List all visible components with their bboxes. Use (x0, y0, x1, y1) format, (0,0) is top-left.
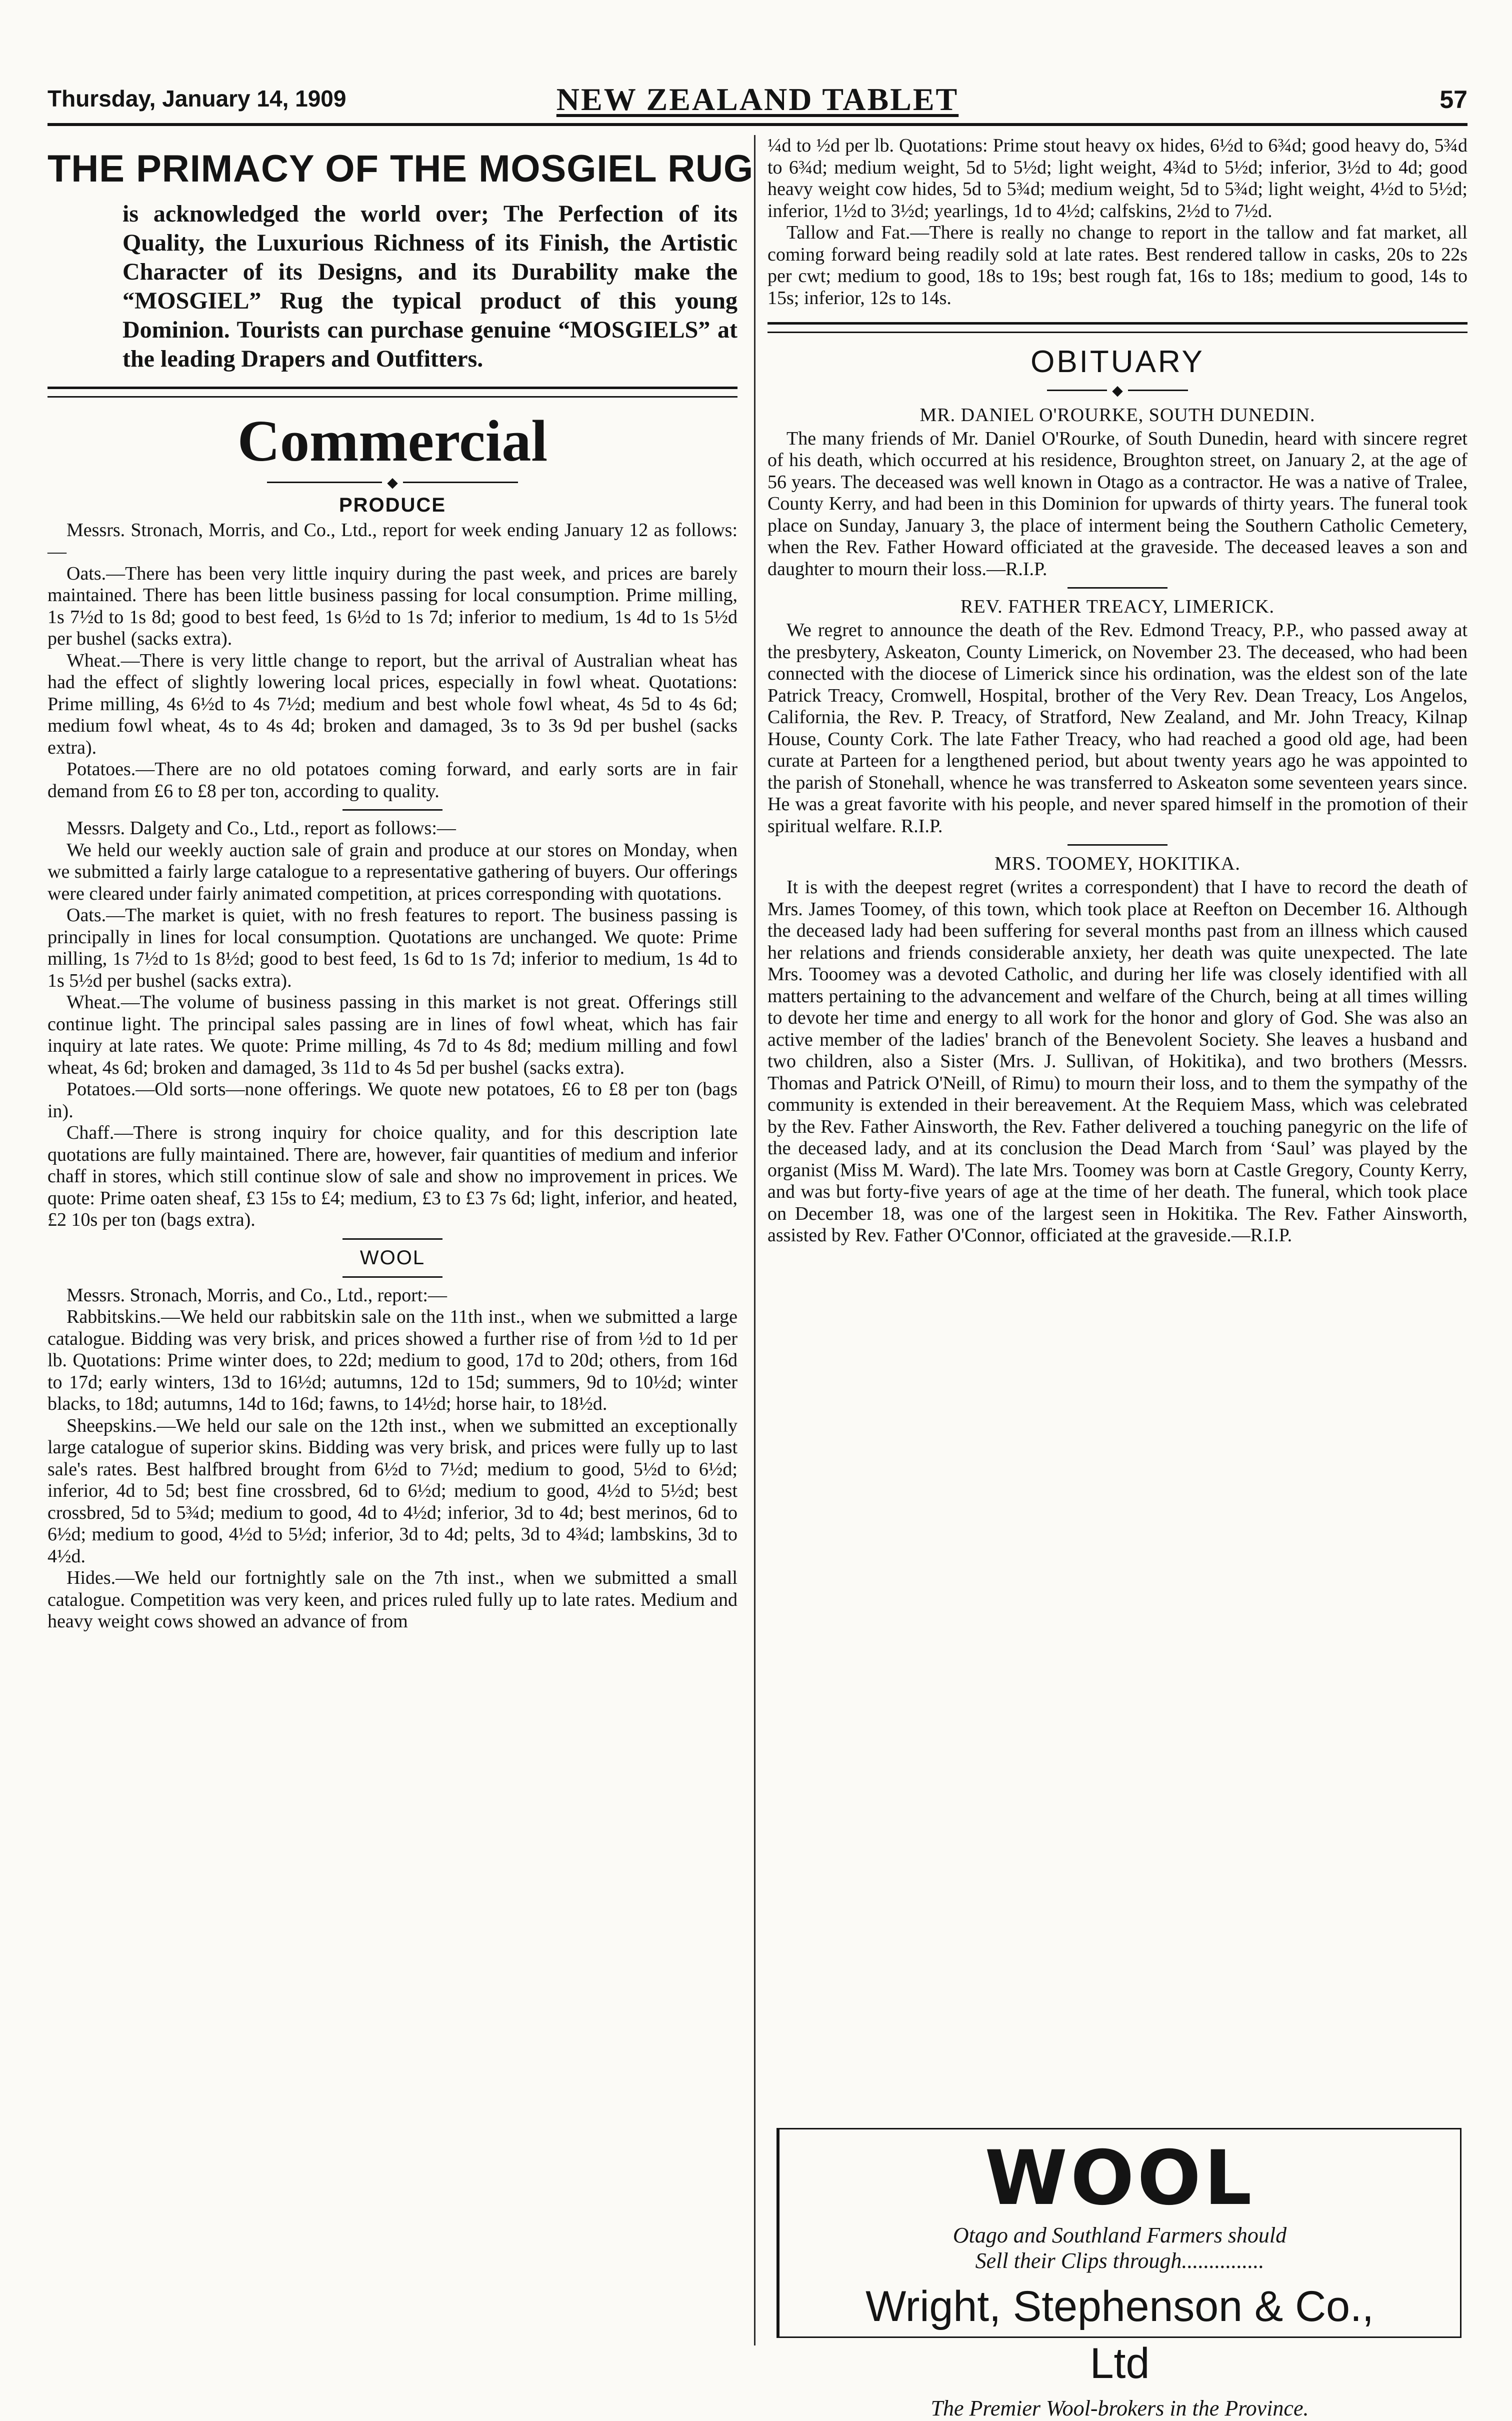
produce-report (48, 520, 738, 803)
paragraph: Potatoes.—There are no old potatoes coming forward, and early sorts are in fair demand from £6 to £8 per ton, according to quality. (48, 759, 738, 802)
obituary-heading: MR. DANIEL O'ROURKE, SOUTH DUNEDIN. (920, 404, 1316, 426)
ornament-divider: ◆ (48, 474, 738, 491)
paragraph: Hides.—We held our fortnightly sale on the 7th inst., when we submitted a small catalogue. Competition was very keen, and prices ruled fully up to late rates. Medium and heavy weight cows showed an advance of from (48, 1567, 738, 1632)
paragraph: We held our weekly auction sale of grain and produce at our stores on Monday, when we submitted a fairly large catalogue to a representative gathering of buyers. Our offerings were cleared under fairly animated competition, at prices corresponding with quotations. (48, 839, 738, 904)
page-number: 57 (1440, 86, 1468, 114)
masthead (48, 82, 1468, 120)
paragraph: The many friends of Mr. Daniel O'Rourke, of South Dunedin, heard with sincere regret of his death, which occurred at his residence, Broughton street, on January 2, at the age of 56 years. The deceased was well known in Otago as a contractor. He was a native of Tralee, County Kerry, and had been in this Dominion for upwards of thirty years. The funeral took place on Sunday, January 3, the place of interment being the Southern Catholic Cemetery, when the Rev. Father Howard officiated at the graveside. The deceased leaves a son and daughter to mourn their loss.—R.I.P. (768, 428, 1468, 580)
ornament-divider: ◆ (768, 382, 1468, 399)
wool-heading: WOOL (360, 1246, 426, 1269)
paragraph: Tallow and Fat.—There is really no change to report in the tallow and fat market, all coming forward being readily sold at late rates. Best rendered tallow in casks, 20s to 22s per cwt; medium to good, 18s to 19s; best rough fat, 16s to 18s; medium to good, 14s to 15s; inferior, 12s to 14s. (768, 222, 1468, 309)
paragraph: Rabbitskins.—We held our rabbitskin sale on the 11th inst., when we submitted a large catalogue. Bidding was very brisk, and prices showed a further rise of from ½d to 1d per lb. Quotations: Prime winter does, to 22d; medium to good, 17d to 20d; others, from 16d to 17d; early winters, 13d to 16½d; autumns, 12d to 15d; summers, 9d to 10½d; winter blacks, to 18d; autumns, 14d to 16d; fawns, to 14½d; horse hair, to 18½d. (48, 1306, 738, 1415)
short-rule (342, 809, 442, 811)
right-column (768, 135, 1468, 1247)
wool-ad-firm-name: Wright, Stephenson & Co., (866, 2282, 1374, 2330)
paragraph: ¼d to ½d per lb. Quotations: Prime stout heavy ox hides, 6½d to 6¾d; good heavy do, 5¾d to 6¾d; medium weight, 5d to 5½d; light weight, 4¾d to 5½d; inferior, 3½d to 4d; good heavy weight cow hides, 5d to 5¾d; medium weight, 5d to 5¾d; light weight, 4½d to 5½d; inferior, 1½d to 3½d; yearlings, 1d to 4½d; calfskins, 2½d to 7½d. (768, 135, 1468, 222)
section-divider (48, 387, 738, 398)
paragraph: We regret to announce the death of the Rev. Edmond Treacy, P.P., who passed away at the presbytery, Askeaton, County Limerick, on November 23. The deceased, who had been connected with the diocese of Limerick since his ordination, was the eldest son of the late Patrick Treacy, Cromwell, Hospital, brother of the Very Rev. Dean Treacy, Los Angelos, California, the Rev. P. Treacy, of Stratford, New Zealand, and Mr. John Treacy, Kilnap House, County Cork. The late Father Treacy, who had reached a good old age, had been curate at Parteen for a lengthened period, but about twenty years ago he was appointed to the parish of Stonehall, whence he was transferred to Askeaton some seventeen years since. He was a great favorite with his people, and never spared himself in the promotion of their spiritual welfare. R.I.P. (768, 620, 1468, 837)
obituary-title: OBITUARY (1030, 345, 1204, 379)
paragraph: Sheepskins.—We held our sale on the 12th inst., when we submitted an exceptionally large catalogue of superior skins. Bidding was very brisk, and prices were fully up to last sale's rates. Best halfbred brought from 6½d to 7½d; medium to good, 5½d to 6½d; inferior, 4d to 5d; best fine crossbred, 6d to 6½d; medium to good, 4½d to 5½d; best crossbred, 5d to 5¾d; medium to good, 4d to 4½d; inferior, 3d to 4d; best merinos, 6d to 6½d; medium to good, 4½d to 5½d; inferior, 3d to 4d; pelts, 3d to 4¾d; lambskins, 3d to 4½d. (48, 1415, 738, 1567)
left-column (48, 135, 754, 1633)
paragraph: Oats.—The market is quiet, with no fresh features to report. The business passing is principally in lines for local consumption. Quotations are unchanged. We quote: Prime milling, 1s 7½d to 1s 8½d; good to best feed, 1s 6d to 1s 7d; inferior to medium, 1s 4d to 1s 5½d per bushel (sacks extra). (48, 905, 738, 991)
wool-ad-line2: Sell their Clips through............... (975, 2248, 1264, 2273)
short-rule (1068, 587, 1168, 589)
column-divider (754, 135, 756, 2345)
rug-ad-title: THE PRIMACY OF THE MOSGIEL RUG (48, 148, 754, 190)
obituary-body (768, 877, 1468, 1247)
short-rule (1068, 844, 1168, 846)
paragraph: It is with the deepest regret (writes a correspondent) that I have to record the death of Mrs. James Toomey, of this town, which took place at Reefton on December 16. Although the deceased lady had been suffering for several months past from an illness which caused her relations and friends considerable anxiety, her death was quite unexpected. The late Mrs. Tooomey was a devoted Catholic, and during her life was closely identified with all matters pertaining to the advancement and welfare of the Church, being at all times willing to devote her time and energy to all work for the honor and glory of God. She was also an active member of the ladies' branch of the Benevolent Society. She leaves a husband and two children, also a Sister (Mrs. J. Sullivan, of Hokitika), and two brothers (Messrs. Thomas and Patrick O'Neill, of Rimu) to mourn their loss, and to them the sympathy of the community is extended in their bereavement. At the Requiem Mass, which was celebrated by the Rev. Father Ainsworth, the Rev. Father delivered a touching panegyric on the life of the deceased lady, and at its conclusion the Dead March from ‘Saul’ was played by the organist (Miss M. Ward). The late Mrs. Toomey was born at Castle Gregory, County Kerry, and was but forty-five years of age at the time of her death. The funeral, which took place on December 18, was one of the largest seen in Hokitika. The Rev. Father Ainsworth, assisted by Rev. Father O'Connor, officiated at the graveside.—R.I.P. (768, 877, 1468, 1246)
produce-heading: PRODUCE (338, 494, 446, 516)
obituary-body (768, 620, 1468, 837)
issue-date: Thursday, January 14, 1909 (48, 86, 346, 112)
publication-title: NEW ZEALAND TABLET (556, 82, 959, 117)
paragraph: Wheat.—There is very little change to report, but the arrival of Australian wheat has had the effect of slightly lowering local prices, especially in fowl wheat. Quotations: Prime milling, 4s 6½d to 4s 7½d; medium and best whole fowl wheat, 4s 5d to 4s 6d; medium fowl wheat, 4s to 4s 4d; broken and damaged, 3s to 3s 9d per bushel (sacks extra). (48, 650, 738, 758)
wool-advertisement (776, 2128, 1462, 2420)
paragraph: Messrs. Stronach, Morris, and Co., Ltd., report:— (66, 1284, 447, 1306)
wool-ad-headline: WOOL (984, 2135, 1255, 2222)
paragraph: Wheat.—The volume of business passing in this market is not great. Offerings still continue light. The principal sales passing are in lines of fowl wheat, which has fair inquiry at late rates. We quote: Prime milling, 4s 7d to 4s 8d; medium milling and fowl wheat, 4s 6d; broken and damaged, 3s 11d to 4s 5d per bushel (sacks extra). (48, 992, 738, 1078)
wool-report-continued (768, 135, 1468, 309)
wool-ad-firm-suffix: Ltd (1090, 2339, 1150, 2387)
paragraph: Oats.—There has been very little inquiry during the past week, and prices are barely maintained. There has been little business passing for local consumption. Prime milling, 1s 7½d to 1s 8d; good to best feed, 1s 6½d to 1s 7d; inferior to medium, 1s 4d to 1s 5½d per bushel (sacks extra). (48, 563, 738, 650)
wool-report (48, 1285, 738, 1633)
short-rule (342, 1276, 442, 1278)
short-rule (342, 1238, 442, 1240)
paragraph: Potatoes.—Old sorts—none offerings. We quote new potatoes, £6 to £8 per ton (bags in). (48, 1079, 738, 1122)
wool-ad-tagline: The Premier Wool-brokers in the Province. (930, 2396, 1309, 2420)
wool-ad-line1: Otago and Southland Farmers should (952, 2223, 1287, 2247)
section-divider (768, 322, 1468, 333)
obituary-heading: REV. FATHER TREACY, LIMERICK. (960, 596, 1274, 618)
paragraph: Messrs. Stronach, Morris, and Co., Ltd., report for week ending January 12 as follows:— (48, 519, 738, 563)
paragraph: Messrs. Dalgety and Co., Ltd., report as follows:— (66, 818, 456, 839)
paragraph: Chaff.—There is strong inquiry for choice quality, and for this description late quotations are fully maintained. There are, however, fair quantities of medium and inferior chaff in stores, which still continue slow of sale and show no improvement in prices. We quote: Prime oaten sheaf, £3 15s to £4; medium, £3 to £3 7s 6d; light, inferior, and heated, £2 10s per ton (bags extra). (48, 1122, 738, 1231)
dalgety-report (48, 818, 738, 1231)
obituary-heading: MRS. TOOMEY, HOKITIKA. (994, 853, 1240, 875)
commercial-title: Commercial (237, 408, 548, 474)
masthead-rule (48, 123, 1468, 126)
obituary-body (768, 428, 1468, 581)
rug-ad-body: is acknowledged the world over; The Perfection of its Quality, the Luxurious Richness of its Finish, the Artistic Character of its Designs, and its Durability make the “MOSGIEL” Rug the typical product of this young Dominion. Tourists can purchase genuine “MOSGIELS” at the leading Drapers and Outfitters. (122, 201, 738, 372)
